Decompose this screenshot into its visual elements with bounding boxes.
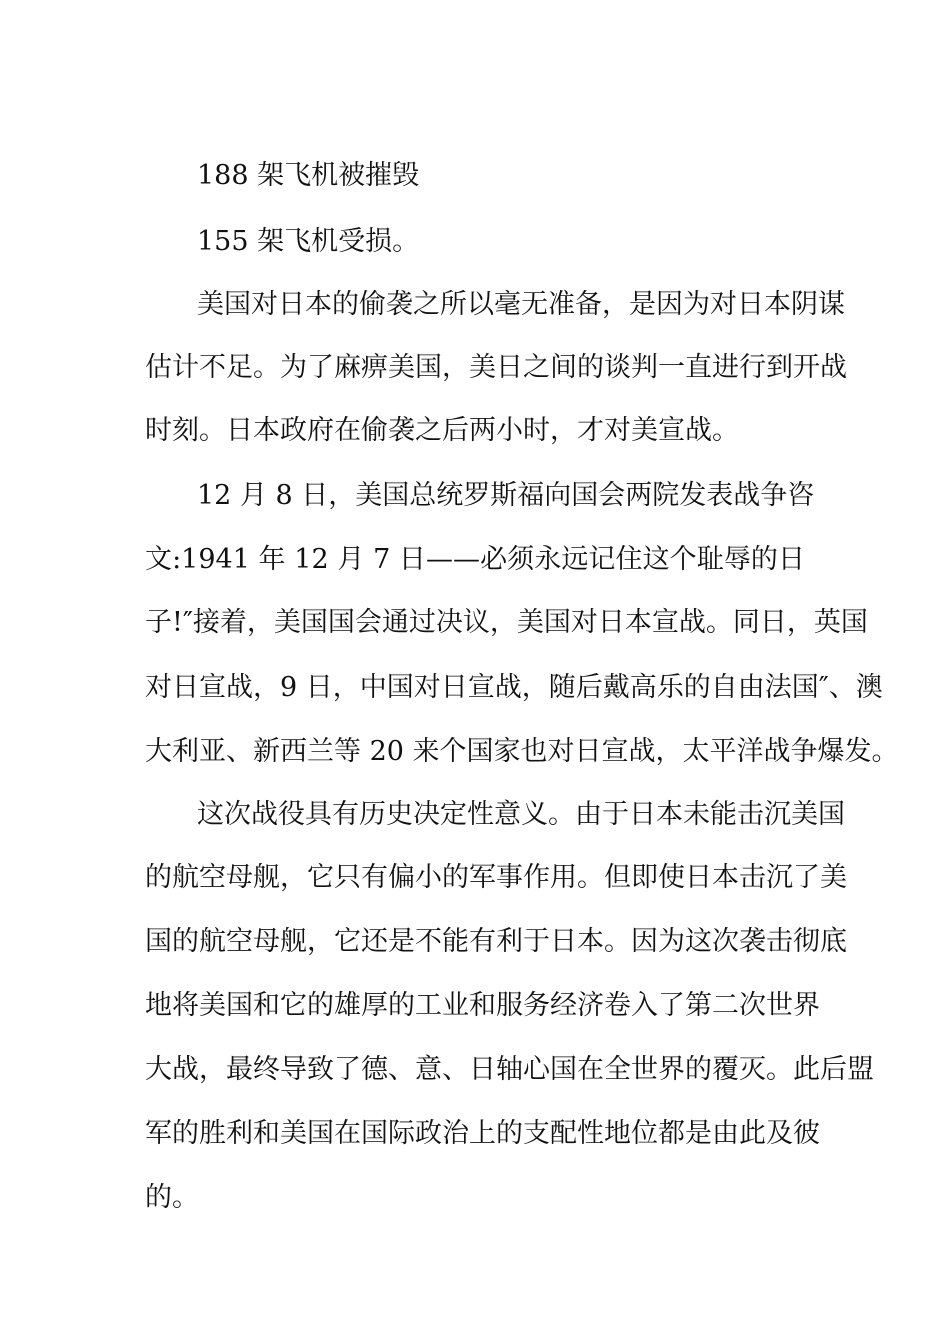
text-line-5: 时刻。日本政府在偷袭之后两小时，才对美宣战。 <box>145 415 739 446</box>
text-line-11: 这次战役具有历史决定性意义。由于日本未能击沉美国 <box>197 799 845 830</box>
text-line-16: 军的胜利和美国在国际政治上的支配性地位都是由此及彼 <box>145 1118 820 1149</box>
text-line-1: 188 架飞机被摧毁 <box>197 160 420 191</box>
text-line-17: 的。 <box>145 1182 199 1213</box>
text-line-9: 对日宣战，9 日，中国对日宣战，随后戴高乐的自由法国″、澳 <box>145 672 883 703</box>
text-line-14: 地将美国和它的雄厚的工业和服务经济卷入了第二次世界 <box>145 990 820 1021</box>
text-line-13: 国的航空母舰，它还是不能有利于日本。因为这次袭击彻底 <box>145 926 847 957</box>
text-line-7: 文:1941 年 12 月 7 日——必须永远记住这个耻辱的日 <box>145 544 805 575</box>
text-line-2: 155 架飞机受损。 <box>197 226 420 257</box>
text-line-8: 子!″接着，美国国会通过决议，美国对日本宣战。同日，英国 <box>145 607 868 638</box>
text-line-6: 12 月 8 日，美国总统罗斯福向国会两院发表战争咨 <box>197 480 815 511</box>
text-line-4: 估计不足。为了麻痹美国，美日之间的谈判一直进行到开战 <box>145 352 847 383</box>
text-line-10: 大利亚、新西兰等 20 来个国家也对日宣战，太平洋战争爆发。 <box>145 736 899 767</box>
text-line-3: 美国对日本的偷袭之所以毫无准备，是因为对日本阴谋 <box>197 289 845 320</box>
text-line-15: 大战，最终导致了德、意、日轴心国在全世界的覆灭。此后盟 <box>145 1054 874 1085</box>
text-line-12: 的航空母舰，它只有偏小的军事作用。但即使日本击沉了美 <box>145 862 847 893</box>
